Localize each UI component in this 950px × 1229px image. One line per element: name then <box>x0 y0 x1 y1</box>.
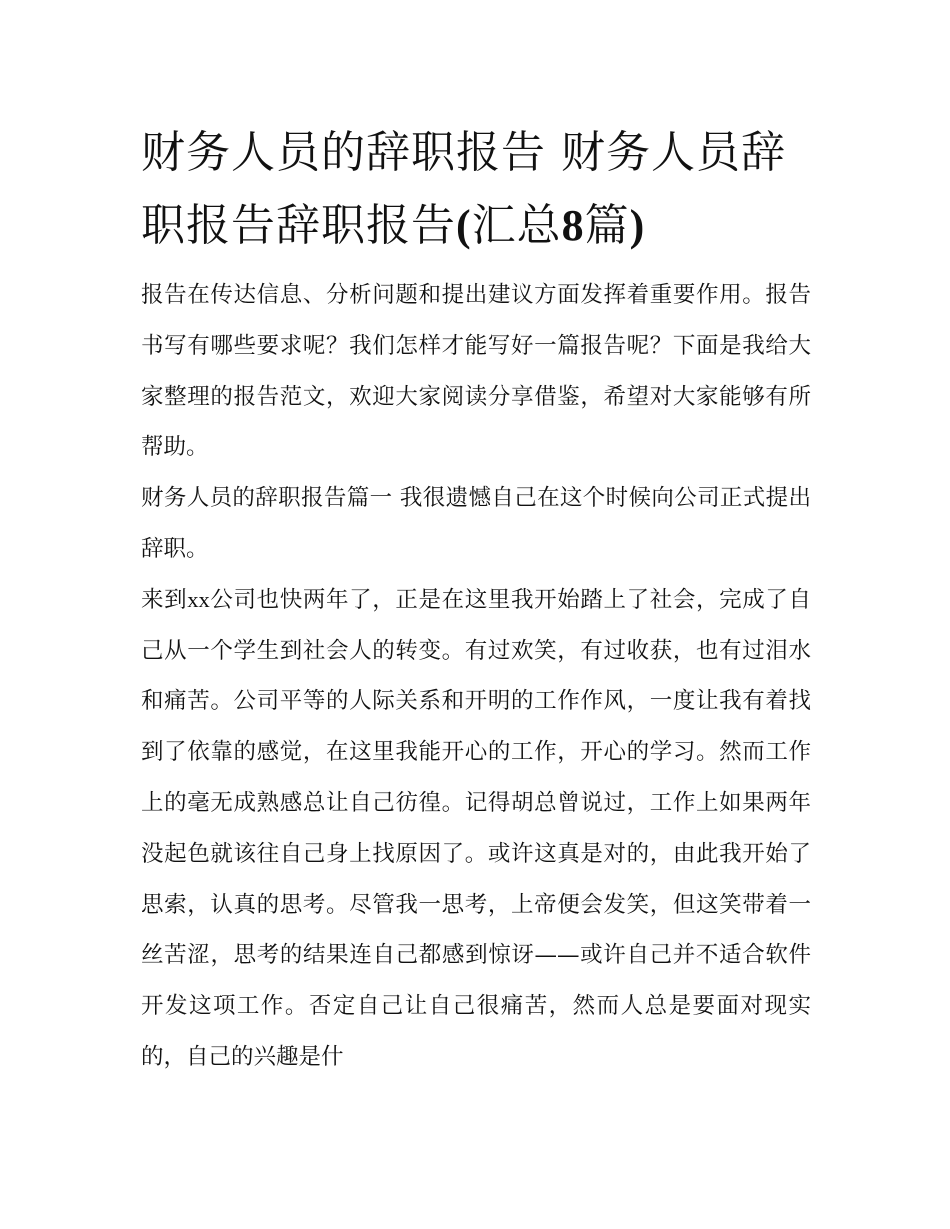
document-title <box>141 116 811 262</box>
body-paragraph-start: 来到 <box>141 586 188 613</box>
title-paren-close: ) <box>629 201 646 250</box>
title-paren-open: ( <box>456 201 472 250</box>
body-paragraph <box>141 575 811 1083</box>
document-content <box>141 116 811 1083</box>
intro-paragraph: 报告在传达信息、分析问题和提出建议方面发挥着重要作用。报告书写有哪些要求呢？我们怎样才能写好一篇报告呢？下面是我给大家整理的报告范文，欢迎大家阅读分享借鉴，希望对大家能够有所帮助。 <box>141 282 811 461</box>
title-text-main: 财务人员的辞职报告 财务人员辞职报告辞职报告 <box>141 127 786 251</box>
title-text-chapters: 篇 <box>584 200 630 251</box>
title-number: 8 <box>561 201 585 250</box>
chapter-one-opening-paragraph: 财务人员的辞职报告篇一 我很遗憾自己在这个时候向公司正式提出辞职。 <box>141 485 811 562</box>
body-paragraph-rest: 公司也快两年了，正是在这里我开始踏上了社会，完成了自己从一个学生到社会人的转变。有过欢笑，有过收获，也有过泪水和痛苦。公司平等的人际关系和开明的工作作风，一度让我有着找到了依靠的感觉，在这里我能开心的工作，开心的学习。然而工作上的毫无成熟感总让自己彷徨。记得胡总曾说过，工作上如果两年没起色就该往自己身上找原因了。或许这真是对的，由此我开始了思索，认真的思考。尽管我一思考，上帝便会发笑，但这笑带着一丝苦涩，思考的结果连自己都感到惊讶——或许自己并不适合软件开发这项工作。否定自己让自己很痛苦，然而人总是要面对现实的，自己的兴趣是什 <box>141 586 811 1070</box>
title-text-summary: 汇总 <box>471 200 562 251</box>
company-placeholder: xx <box>187 586 210 612</box>
